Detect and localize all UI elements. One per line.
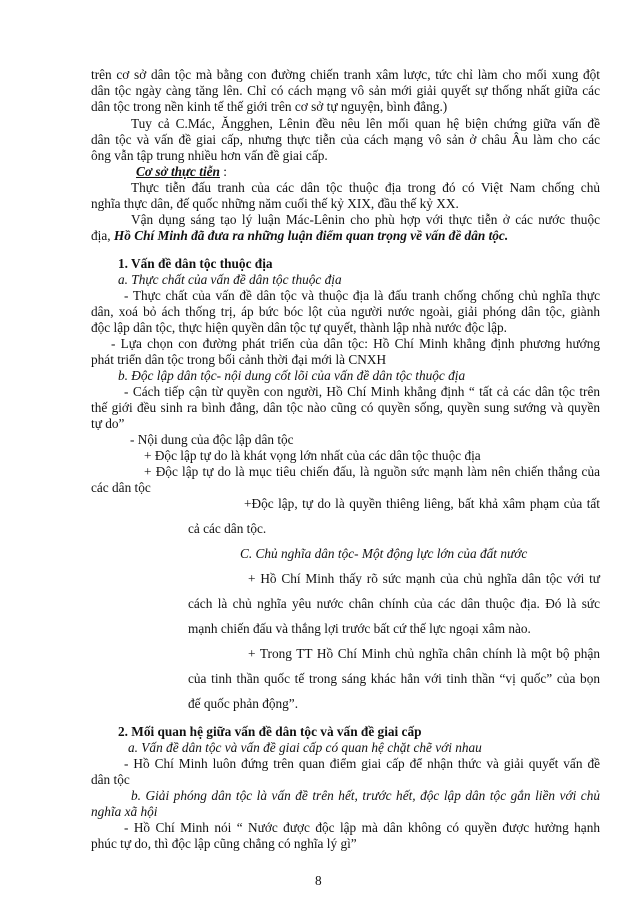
body-line: +Độc lập, tự do là quyền thiêng liêng, bất khả xâm phạm của tất [244, 496, 600, 511]
body-line: phát triển dân tộc trong bối cảnh thời đại mới là CNXH [91, 352, 387, 367]
body-line: tự do” [91, 416, 125, 431]
body-line: phúc tự do, thì độc lập cũng chẳng có nghĩa lý gì” [91, 836, 357, 851]
emphasis-text: Hồ Chí Minh đã đưa ra những luận điểm quan trọng về vấn đề dân tộc. [113, 228, 509, 243]
body-line: trên cơ sở dân tộc mà bằng con đường chiến tranh xâm lược, tức chỉ làm cho mối xung đột [91, 67, 600, 82]
body-text: địa, [91, 228, 114, 243]
body-line: nghĩa thực dân, đế quốc những năm cuối thế kỷ XIX, đầu thế kỷ XX. [91, 196, 459, 211]
body-line: Tuy cả C.Mác, Ăngghen, Lênin đều nêu lên mối quan hệ biện chứng giữa vấn đề [131, 116, 600, 131]
subsection-heading-1b: b. Độc lập dân tộc- nội dung cốt lõi của vấn đề dân tộc thuộc địa [118, 368, 466, 383]
body-line: - Thực chất của vấn đề dân tộc và thuộc địa là đấu tranh chống chống chủ nghĩa thực [124, 288, 600, 303]
body-line [91, 228, 508, 244]
subsection-heading-1a: a. Thực chất của vấn đề dân tộc thuộc địa [118, 272, 342, 287]
body-line: - Hồ Chí Minh nói “ Nước được độc lập mà dân không có quyền được hưởng hạnh [124, 820, 600, 835]
body-line: + Trong TT Hồ Chí Minh chủ nghĩa chân chính là một bộ phận [248, 646, 600, 661]
body-line: Thực tiễn đấu tranh của các dân tộc thuộc địa trong đó có Việt Nam chống chủ [131, 180, 600, 195]
subsection-heading-1c: C. Chủ nghĩa dân tộc- Một động lực lớn của đất nước [240, 546, 528, 561]
subsection-heading-2b-cont: nghĩa xã hội [91, 804, 158, 819]
body-line: - Hồ Chí Minh luôn đứng trên quan điểm giai cấp để nhận thức và giải quyết vấn đề [124, 756, 600, 771]
body-line: cách là chủ nghĩa yêu nước chân chính của các dân thuộc địa. Đó là sức [188, 596, 600, 611]
body-line: - Cách tiếp cận từ quyền con người, Hồ Chí Minh khẳng định “ tất cả các dân tộc trên [124, 384, 600, 399]
body-line: mạnh chiến đấu và thắng lợi trước bất cứ thế lực ngoại xâm nào. [188, 621, 531, 636]
body-line: dân tộc ngày càng tăng lên. Chỉ có cách mạng vô sản mới giải quyết sự thống nhất giữa các [91, 83, 600, 98]
body-line: - Lựa chọn con đường phát triển của dân tộc: Hồ Chí Minh khẳng định phương hướng [111, 336, 600, 351]
subsection-heading-2b: b. Giải phóng dân tộc là vấn đề trên hết, trước hết, độc lập dân tộc gắn liền với chủ [131, 788, 600, 803]
body-line: ông vẫn tập trung nhiều hơn vấn đề giai cấp. [91, 148, 328, 163]
body-line: cả các dân tộc. [188, 521, 267, 536]
body-line: đế quốc phản động”. [188, 696, 299, 711]
page-number: 8 [315, 873, 322, 888]
body-line: của tinh thần quốc tế trong sáng khác hẳn với tinh thần “vị quốc” của bọn [188, 671, 600, 686]
practical-basis-heading [136, 164, 227, 180]
practical-basis-label: Cơ sở thực tiễn [136, 164, 220, 179]
body-line: Vận dụng sáng tạo lý luận Mác-Lênin cho phù hợp với thực tiễn ở các nước thuộc [131, 212, 600, 227]
body-line: độc lập dân tộc, thực hiện quyền dân tộc tự quyết, thành lập nhà nước độc lập. [91, 320, 507, 335]
body-line: - Nội dung của độc lập dân tộc [130, 432, 294, 447]
body-line: + Độc lập tự do là khát vọng lớn nhất của các dân tộc thuộc địa [144, 448, 481, 463]
practical-basis-colon: : [219, 164, 227, 179]
body-line: dân tộc trong nền kinh tế thế giới trên cơ sở tự nguyện, bình đẳng.) [91, 99, 448, 114]
section-heading-1: 1. Vấn đề dân tộc thuộc địa [118, 256, 273, 271]
subsection-heading-2a: a. Vấn đề dân tộc và vấn đề giai cấp có quan hệ chặt chẽ với nhau [128, 740, 482, 755]
section-heading-2: 2. Mối quan hệ giữa vấn đề dân tộc và vấn đề giai cấp [118, 724, 422, 739]
body-line: thế giới đều sinh ra bình đẳng, dân tộc nào cũng có quyền sống, quyền sung sướng và quyền [91, 400, 600, 415]
body-line: + Độc lập tự do là mục tiêu chiến đấu, là nguồn sức mạnh làm nên chiến thắng của [144, 464, 600, 479]
body-line: dân, xoá bỏ ách thống trị, áp bức bóc lột của người nước ngoài, giải phóng dân tộc, giành [91, 304, 600, 319]
body-line: các dân tộc [91, 480, 151, 495]
body-line: dân tộc và vấn đề giai cấp, nhưng thực tiễn của cách mạng vô sản ở châu Âu làm cho các [91, 132, 600, 147]
body-line: dân tộc [91, 772, 130, 787]
body-line: + Hồ Chí Minh thấy rõ sức mạnh của chủ nghĩa dân tộc với tư [248, 571, 600, 586]
